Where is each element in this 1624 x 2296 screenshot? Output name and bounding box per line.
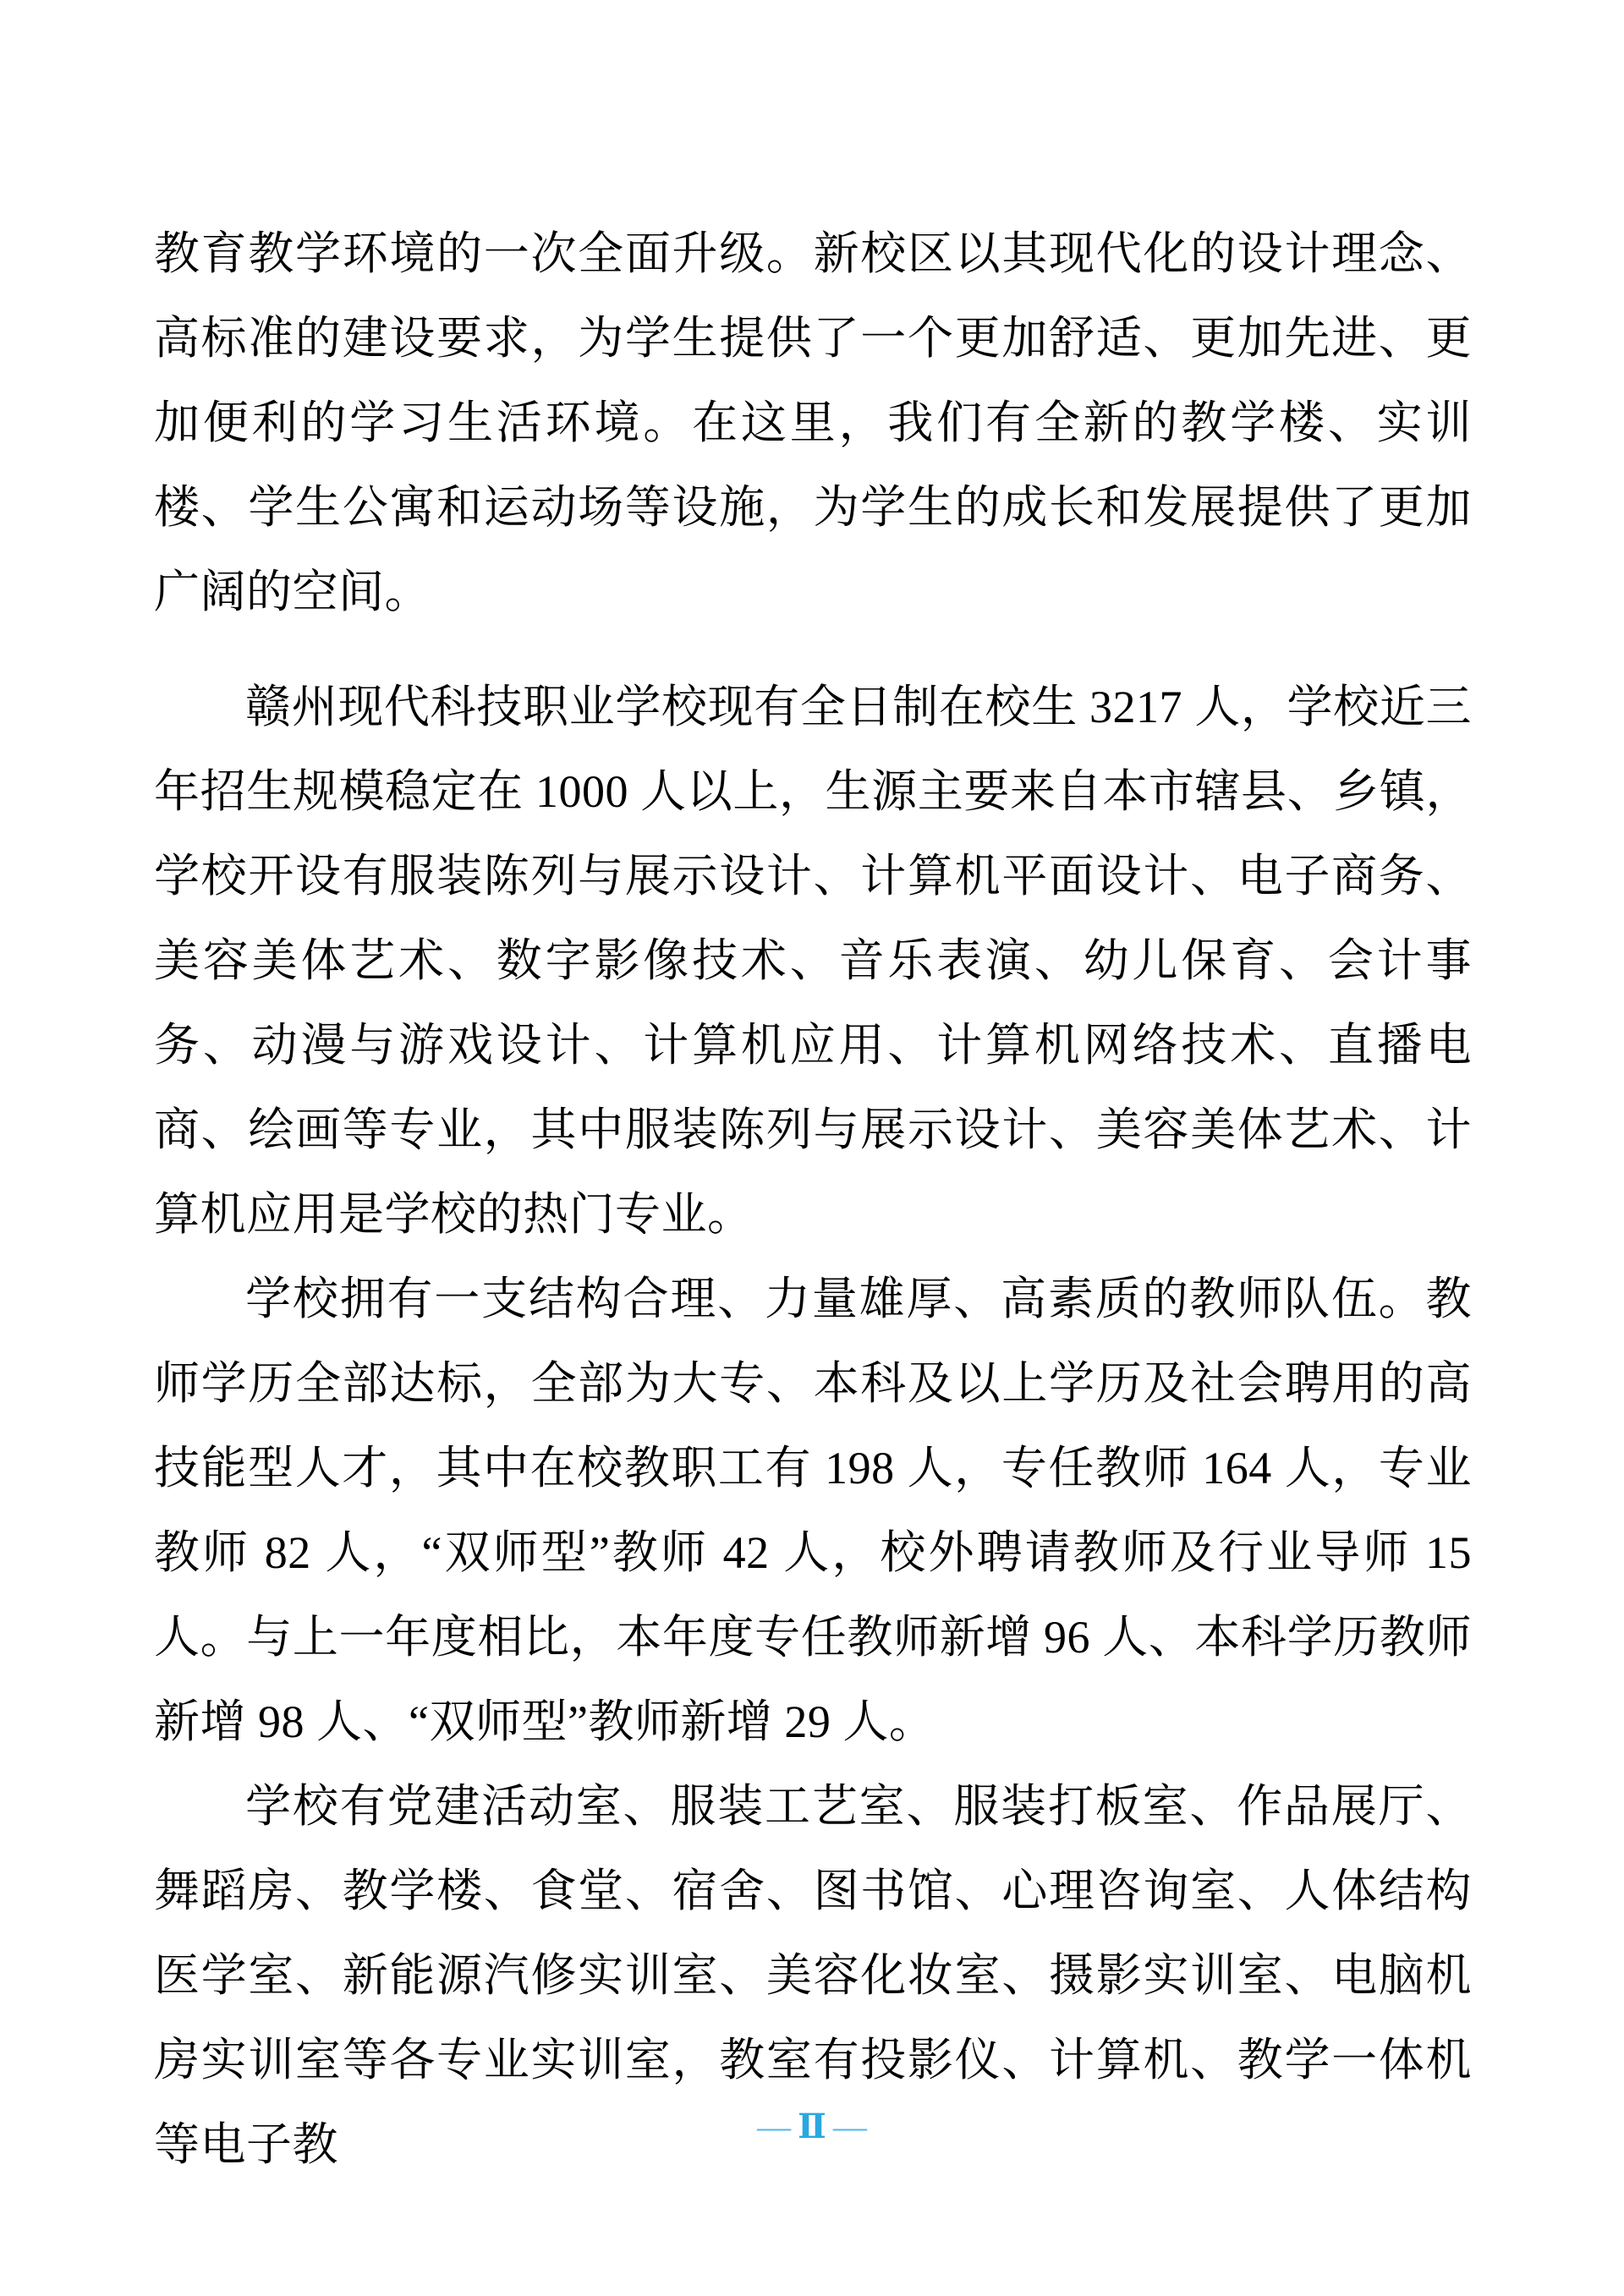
paragraph-campus-upgrade: 教育教学环境的一次全面升级。新校区以其现代化的设计理念、高标准的建设要求，为学生提供了一个更加舒适、更加先进、更加便利的学习生活环境。在这里，我们有全新的教学楼、实训楼、学生公寓和运动场等设施，为学生的成长和发展提供了更加广阔的空间。 [154, 228, 1472, 617]
page-number: Ⅱ [798, 2107, 826, 2145]
paragraph-facilities: 学校有党建活动室、服装工艺室、服装打板室、作品展厅、舞蹈房、教学楼、食堂、宿舍、图书馆、心理咨询室、人体结构医学室、新能源汽修实训室、美容化妆室、摄影实训室、电脑机房实训室等各专业实训室，教室有投影仪、计算机、教学一体机等电子教 [154, 1781, 1472, 2170]
footer-dash-right: — [832, 2107, 867, 2145]
paragraph-enrollment-and-majors: 赣州现代科技职业学校现有全日制在校生 3217 人，学校近三年招生规模稳定在 1000 人以上，生源主要来自本市辖县、乡镇，学校开设有服装陈列与展示设计、计算机平面设计、电子商务、美容美体艺术、数字影像技术、音乐表演、幼儿保育、会计事务、动漫与游戏设计、计算机应用、计算机网络技术、直播电商、绘画等专业，其中服装陈列与展示设计、美容美体艺术、计算机应用是学校的热门专业。 [154, 682, 1472, 1240]
footer-dash-left: — [757, 2107, 792, 2145]
page-body [154, 211, 1472, 2187]
page-footer [0, 2106, 1624, 2148]
paragraph-faculty: 学校拥有一支结构合理、力量雄厚、高素质的教师队伍。教师学历全部达标，全部为大专、本科及以上学历及社会聘用的高技能型人才，其中在校教职工有 198 人，专任教师 164 人，专业教师 82 人，“双师型”教师 42 人，校外聘请教师及行业导师 15 人。与上一年度相比，本年度专任教师新增 96 人、本科学历教师新增 98 人、“双师型”教师新增 29 人。 [154, 1274, 1472, 1747]
